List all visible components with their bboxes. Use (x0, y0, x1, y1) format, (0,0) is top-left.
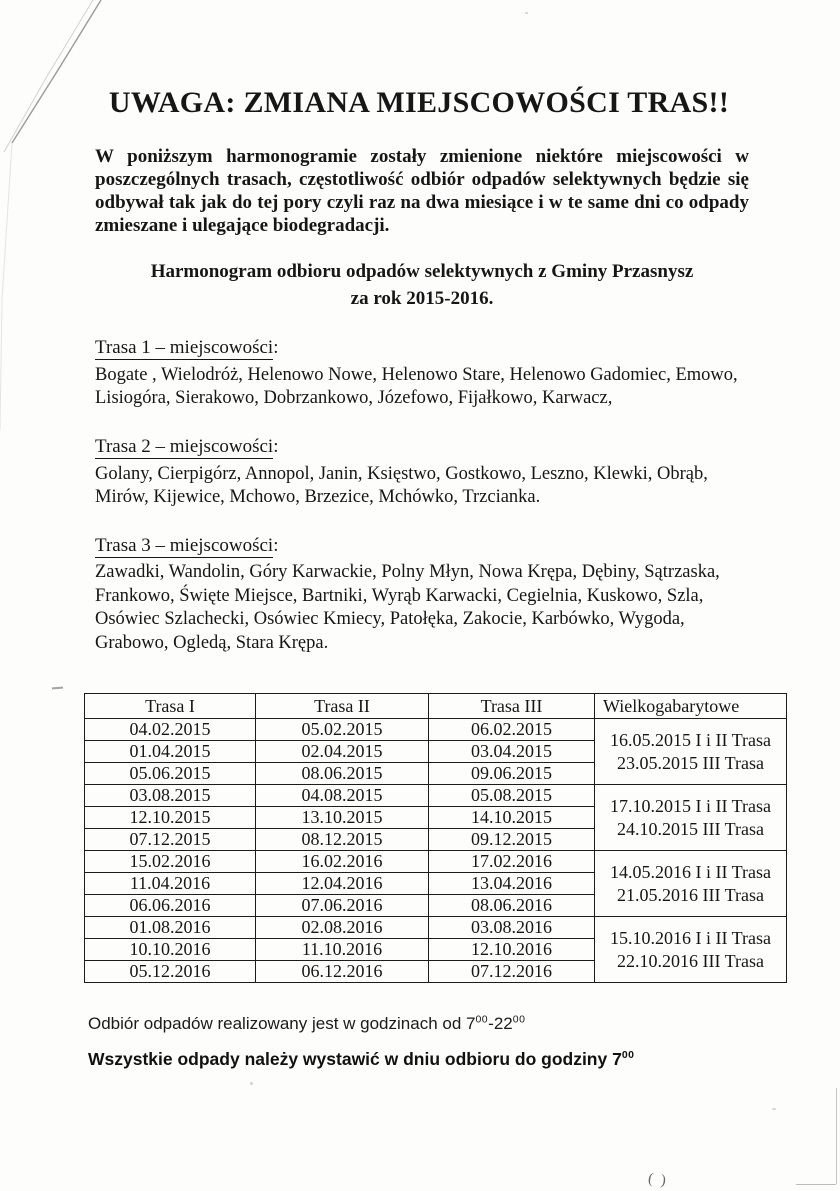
date-cell: 13.04.2016 (429, 873, 595, 895)
date-cell: 15.02.2016 (85, 851, 256, 873)
date-cell: 06.06.2016 (85, 895, 256, 917)
table-row (85, 851, 787, 873)
scan-speck (250, 1082, 253, 1085)
header-bulky: Wielkogabarytowe (595, 694, 787, 719)
date-cell: 04.02.2015 (85, 719, 256, 741)
route-3-label: Trasa 3 – miejscowości: (95, 534, 279, 556)
schedule-heading-line2: za rok 2015-2016. (350, 287, 494, 309)
date-cell: 06.02.2015 (429, 719, 595, 741)
scan-corner-mark: ( ) (647, 1170, 669, 1190)
date-cell: 07.06.2016 (256, 895, 429, 917)
date-cell: 05.12.2016 (85, 961, 256, 983)
date-cell: 12.10.2015 (85, 807, 256, 829)
date-cell: 06.12.2016 (256, 961, 429, 983)
route-2-places: Golany, Cierpigórz, Annopol, Janin, Księstwo, Gostkowo, Leszno, Klewki, Obrąb, Mirów, Kijewice, Mchowo, Brzezice, Mchówko, Trzcianka. (95, 463, 708, 508)
bulky-cell: 15.10.2016 I i II Trasa 22.10.2016 III Trasa (595, 917, 787, 983)
schedule-heading-line1: Harmonogram odbioru odpadów selektywnych z Gminy Przasnysz (150, 260, 694, 282)
date-cell: 09.12.2015 (429, 829, 595, 851)
collection-schedule-table (84, 693, 787, 983)
table-row (85, 785, 787, 807)
date-cell: 07.12.2015 (85, 829, 256, 851)
route-2-label: Trasa 2 – miejscowości: (95, 435, 279, 457)
date-cell: 03.08.2016 (429, 917, 595, 939)
route-1-places: Bogate , Wielodróż, Helenowo Nowe, Helenowo Stare, Helenowo Gadomiec, Emowo, Lisiogóra, Sierakowo, Dobrzankowo, Józefowo, Fijałkowo, Karwacz, (95, 364, 738, 409)
document-title: UWAGA: ZMIANA MIEJSCOWOŚCI TRAS!! (108, 86, 730, 119)
table-row (85, 917, 787, 939)
bulky-cell: 14.05.2016 I i II Trasa 21.05.2016 III Trasa (595, 851, 787, 917)
table-header-row (85, 694, 787, 719)
date-cell: 09.06.2015 (429, 763, 595, 785)
scan-edge-line-vertical (836, 1088, 837, 1184)
date-cell: 03.04.2015 (429, 741, 595, 763)
date-cell: 08.06.2015 (256, 763, 429, 785)
document-content (88, 0, 771, 1070)
scan-edge-line-horizontal (796, 1184, 836, 1185)
intro-paragraph: W poniższym harmonogramie zostały zmienione niektóre miejscowości w poszczególnych trasach, częstotliwość odbiór odpadów selektywnych będzie się odbywał tak jak do tej pory czyli raz na dwa miesiące i w te same dni co odpady zmieszane i ulegające biodegradacji. (95, 146, 749, 236)
date-cell: 11.10.2016 (256, 939, 429, 961)
date-cell: 01.04.2015 (85, 741, 256, 763)
date-cell: 08.06.2016 (429, 895, 595, 917)
date-cell: 05.06.2015 (85, 763, 256, 785)
bulky-cell: 17.10.2015 I i II Trasa 24.10.2015 III Trasa (595, 785, 787, 851)
schedule-heading (95, 259, 749, 312)
put-out-waste-note: Wszystkie odpady należy wystawić w dniu odbioru do godziny $7^{00}$ (88, 1049, 635, 1070)
route-3-places: Zawadki, Wandolin, Góry Karwackie, Polny Młyn, Nowa Krępa, Dębiny, Sątrzaska, Frankowo, Święte Miejsce, Bartniki, Wyrąb Karwacki, Cegielnia, Kuskowo, Szla, Osówiec Szlachecki, Osówiec Kmiecy, Patołęka, Zakocie, Karbówko, Wygoda, Grabowo, Ogledą, Stara Krępa. (95, 562, 720, 653)
collection-hours-note: Odbiór odpadów realizowany jest w godzinach od $7^{00}-22^{00}$ (88, 1013, 526, 1034)
scan-dash-artifact (52, 687, 63, 690)
bulky-cell: 16.05.2015 I i II Trasa 23.05.2015 III Trasa (595, 719, 787, 785)
date-cell: 04.08.2015 (256, 785, 429, 807)
date-cell: 05.08.2015 (429, 785, 595, 807)
header-trasa-3: Trasa III (429, 694, 595, 719)
route-1-section (95, 336, 749, 411)
scan-speck (772, 1108, 776, 1110)
date-cell: 10.10.2016 (85, 939, 256, 961)
header-trasa-1: Trasa I (85, 694, 256, 719)
date-cell: 14.10.2015 (429, 807, 595, 829)
date-cell: 12.10.2016 (429, 939, 595, 961)
route-3-section (95, 534, 749, 656)
route-1-label: Trasa 1 – miejscowości: (95, 337, 279, 359)
date-cell: 16.02.2016 (256, 851, 429, 873)
date-cell: 01.08.2016 (85, 917, 256, 939)
date-cell: 02.08.2016 (256, 917, 429, 939)
date-cell: 03.08.2015 (85, 785, 256, 807)
date-cell: 08.12.2015 (256, 829, 429, 851)
date-cell: 11.04.2016 (85, 873, 256, 895)
table-row (85, 719, 787, 741)
header-trasa-2: Trasa II (256, 694, 429, 719)
date-cell: 17.02.2016 (429, 851, 595, 873)
date-cell: 12.04.2016 (256, 873, 429, 895)
date-cell: 05.02.2015 (256, 719, 429, 741)
route-2-section (95, 435, 749, 510)
date-cell: 02.04.2015 (256, 741, 429, 763)
date-cell: 13.10.2015 (256, 807, 429, 829)
date-cell: 07.12.2016 (429, 961, 595, 983)
